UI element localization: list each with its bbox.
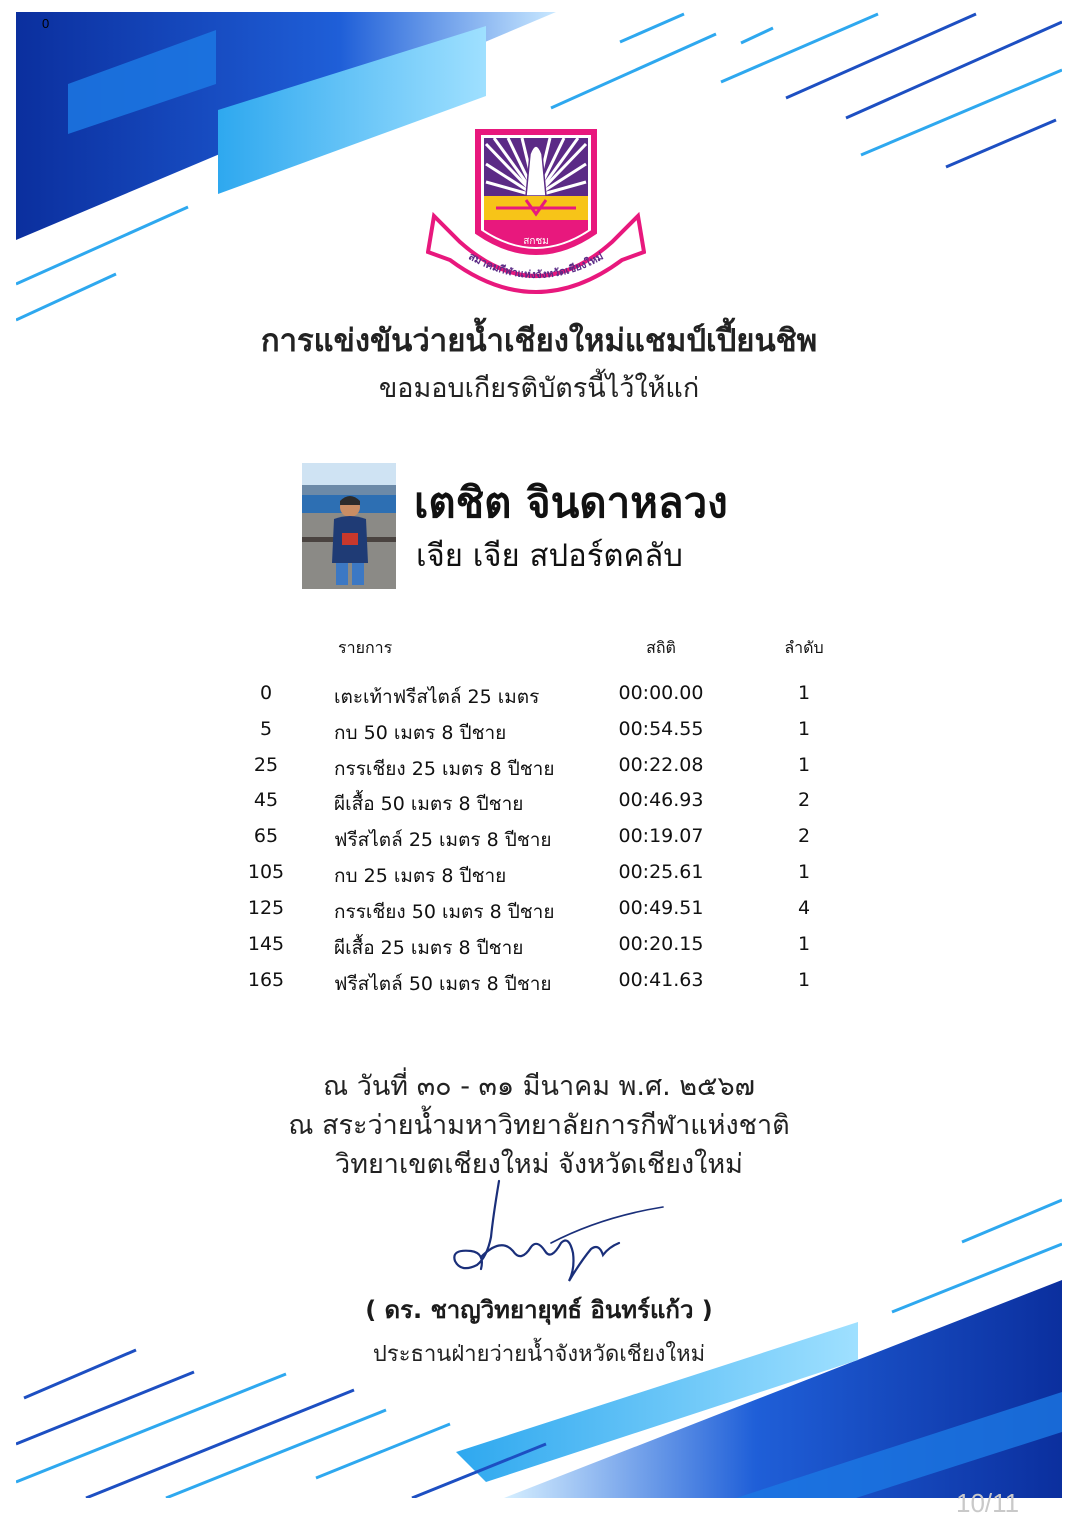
event-number: 25 (253, 754, 279, 776)
signer-position: ประธานฝ่ายว่ายน้ำจังหวัดเชียงใหม่ (372, 1342, 706, 1367)
event-number: 5 (259, 718, 273, 740)
event-time: 00:54.55 (618, 718, 704, 740)
signer-name: ( ดร. ชาญวิทยายุทธ์ อินทร์แก้ว ) (365, 1296, 713, 1324)
table-row (16, 718, 1062, 748)
event-name: ฟรีสไตล์ 50 เมตร 8 ปีชาย (334, 973, 552, 995)
recipient-club: เจีย เจีย สปอร์ตคลับ (416, 538, 683, 574)
event-number: 45 (253, 789, 279, 811)
table-row (16, 861, 1062, 891)
header-time: สถิติ (646, 638, 676, 657)
event-rank: 1 (797, 861, 811, 883)
signature (441, 1177, 671, 1297)
event-time: 00:25.61 (618, 861, 704, 883)
table-row (16, 682, 1062, 712)
association-logo (426, 124, 646, 309)
event-number: 105 (247, 861, 285, 883)
event-time: 00:22.08 (618, 754, 704, 776)
event-name: กบ 50 เมตร 8 ปีชาย (334, 722, 507, 744)
header-rank: ลำดับ (784, 638, 824, 657)
event-venue: ณ สระว่ายน้ำมหาวิทยาลัยการกีฬาแห่งชาติ (288, 1110, 790, 1141)
table-row (16, 933, 1062, 963)
table-row (16, 969, 1062, 999)
event-rank: 2 (797, 789, 811, 811)
event-campus: วิทยาเขตเชียงใหม่ จังหวัดเชียงใหม่ (335, 1149, 743, 1180)
event-time: 00:19.07 (618, 825, 704, 847)
recipient-name: เตชิต จินดาหลวง (414, 478, 728, 527)
event-rank: 1 (797, 969, 811, 991)
event-time: 00:46.93 (618, 789, 704, 811)
event-number: 0 (259, 682, 273, 704)
event-rank: 1 (797, 754, 811, 776)
event-name: ฟรีสไตล์ 25 เมตร 8 ปีชาย (334, 829, 552, 851)
event-number: 145 (247, 933, 285, 955)
event-name: กรรเชียง 50 เมตร 8 ปีชาย (334, 901, 555, 923)
certificate (16, 12, 1062, 1498)
event-number: 125 (247, 897, 285, 919)
event-time: 00:41.63 (618, 969, 704, 991)
event-number: 65 (253, 825, 279, 847)
competition-title: การแข่งขันว่ายน้ำเชียงใหม่แชมป์เปี้ยนชิพ (260, 323, 818, 359)
event-date: ณ วันที่ ๓๐ - ๓๑ มีนาคม พ.ศ. ๒๕๖๗ (323, 1071, 755, 1102)
event-name: ผีเสื้อ 50 เมตร 8 ปีชาย (334, 793, 524, 815)
table-row (16, 789, 1062, 819)
event-rank: 2 (797, 825, 811, 847)
logo-ribbon-text: สมาคมกีฬาแห่งจังหวัดเชียงใหม่ (466, 250, 606, 282)
event-rank: 1 (797, 718, 811, 740)
event-name: กรรเชียง 25 เมตร 8 ปีชาย (334, 758, 555, 780)
table-row (16, 825, 1062, 855)
event-time: 00:00.00 (618, 682, 704, 704)
event-rank: 1 (797, 933, 811, 955)
header-event: รายการ (338, 638, 393, 657)
event-name: เตะเท้าฟรีสไตล์ 25 เมตร (334, 686, 540, 708)
event-number: 165 (247, 969, 285, 991)
page-counter: 10/11 (956, 1488, 1020, 1518)
event-rank: 1 (797, 682, 811, 704)
page-marker: 0 (42, 16, 50, 31)
event-time: 00:49.51 (618, 897, 704, 919)
athlete-photo (302, 463, 396, 589)
table-row (16, 754, 1062, 784)
event-name: กบ 25 เมตร 8 ปีชาย (334, 865, 507, 887)
logo-abbrev: สกชม (523, 236, 549, 247)
event-time: 00:20.15 (618, 933, 704, 955)
table-row (16, 897, 1062, 927)
results-header-row (16, 636, 1062, 666)
certificate-subtitle: ขอมอบเกียรติบัตรนี้ไว้ให้แก่ (378, 373, 700, 404)
event-rank: 4 (797, 897, 811, 919)
event-name: ผีเสื้อ 25 เมตร 8 ปีชาย (334, 937, 524, 959)
